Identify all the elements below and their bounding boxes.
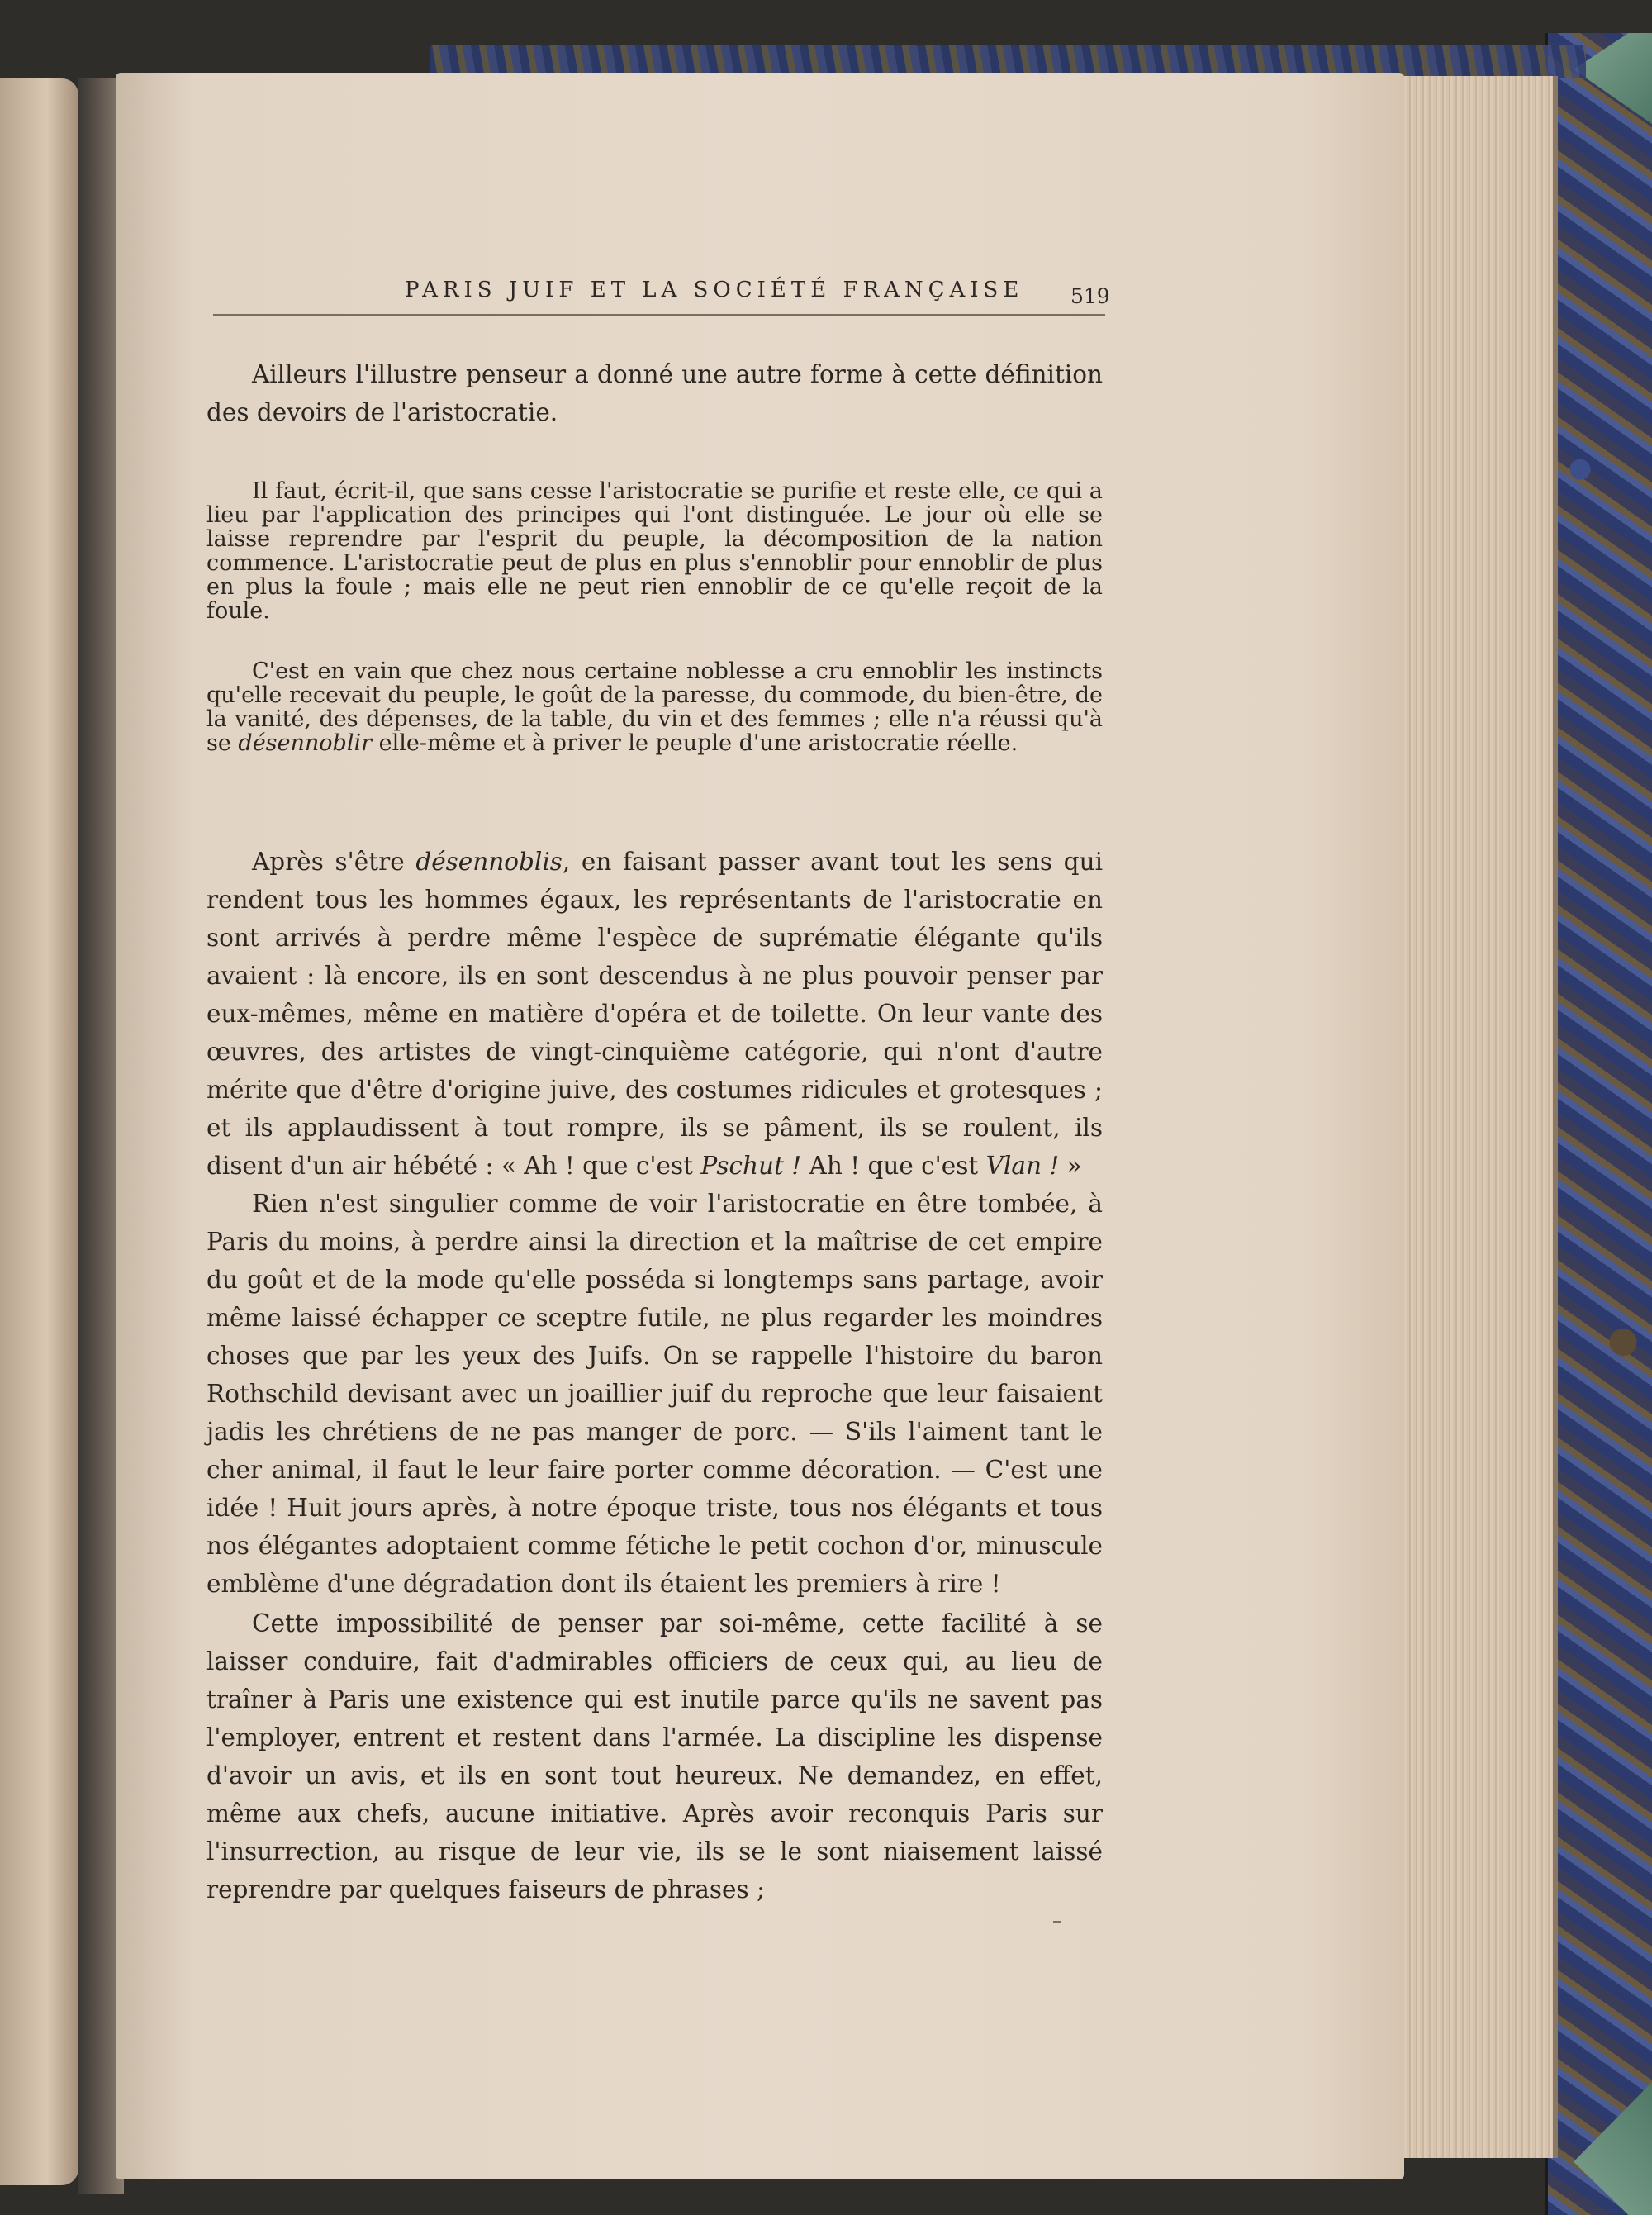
p2-text-a: Après s'être xyxy=(252,848,416,876)
quote-2-emphasis: désennoblir xyxy=(238,730,373,756)
quote-2-text-b: elle-même et à priver le peuple d'une aristocratie réelle. xyxy=(372,730,1018,756)
page-mark xyxy=(1053,1921,1061,1923)
paragraph-armee: Cette impossibilité de penser par soi-même, cette facilité à se laisser conduire, fait d'admirables officiers de ceux qui, au lieu de traîner à Paris une existence qui est inutile parce qu'ils ne savent pas l'employer, entrent et restent dans l'armée. La discipline les dispense d'avoir un avis, et ils en sont tout heureux. Ne demandez, en effet, même aux chefs, aucune initiative. Après avoir reconquis Paris sur l'insurrection, au risque de leur vie, ils se le sont niaisement laissé reprendre par quelques faiseurs de phrases ; xyxy=(206,1609,1103,1904)
quote-paragraph-1: Il faut, écrit-il, que sans cesse l'aristocratie se purifie et reste elle, ce qui a lieu par l'application des principes qui l'ont distinguée. Le jour où elle se laisse reprendre par l'esprit du peuple, la décomposition de la nation commence. L'aristocratie peut de plus en plus s'ennoblir pour ennoblir de plus en plus la foule ; mais elle ne peut rien ennoblir de ce qu'elle reçoit de la foule. xyxy=(206,478,1103,624)
quote-2-text-a: C'est en vain que chez nous certaine noblesse a cru ennoblir les instincts qu'elle recevait du peuple, le goût de la paresse, du commode, du bien-être, de la vanité, des dépenses, de la table, du vin et des femmes ; elle n'a réussi qu'à se xyxy=(206,658,1103,756)
p2-text-c: Ah ! que c'est xyxy=(801,1152,986,1180)
page-number: 519 xyxy=(1070,284,1110,308)
header-rule xyxy=(213,314,1105,316)
paragraph-desennoblis xyxy=(206,843,1103,1185)
running-title: PARIS JUIF ET LA SOCIÉTÉ FRANÇAISE xyxy=(405,278,1024,302)
p2-emphasis-1: désennoblis xyxy=(415,848,563,876)
paragraph-rothschild: Rien n'est singulier comme de voir l'aristocratie en être tombée, à Paris du moins, à perdre ainsi la direction et la maîtrise de cet empire du goût et de la mode qu'elle posséda si longtemps sans partage, avoir même laissé échapper ce sceptre futile, ne plus regarder les moindres choses que par les yeux des Juifs. On se rappelle l'histoire du baron Rothschild devisant avec un joaillier juif du reproche que leur faisaient jadis les chrétiens de ne pas manger de porc. — S'ils l'aiment tant le cher animal, il faut le leur faire porter comme décoration. — C'est une idée ! Huit jours après, à notre époque triste, tous nos élégants et tous nos élégantes adoptaient comme fétiche le petit cochon d'or, minuscule emblème d'une dégradation dont ils étaient les premiers à rire ! xyxy=(206,1190,1103,1598)
p2-text-b: , en faisant passer avant tout les sens qui rendent tous les hommes égaux, les représentants de l'aristocratie en sont arrivés à perdre même l'espèce de suprématie élégante qu'ils avaient : là encore, ils en sont descendus à ne plus pouvoir penser par eux-mêmes, même en matière d'opéra et de toilette. On leur vante des œuvres, des artistes de vingt-cinquième catégorie, qui n'ont d'autre mérite que d'être d'origine juive, des costumes ridicules et grotesques ; et ils applaudissent à tout rompre, ils se pâment, ils se roulent, ils disent d'un air hébété : « Ah ! que c'est xyxy=(206,848,1104,1180)
paragraph-intro: Ailleurs l'illustre penseur a donné une autre forme à cette définition des devoirs de l'aristocratie. xyxy=(206,360,1103,426)
left-page-edge xyxy=(0,78,78,2185)
quote-paragraph-2 xyxy=(206,659,1103,755)
page-edges-stack xyxy=(1400,76,1558,2158)
marbled-cover xyxy=(1545,33,1652,2215)
p2-emphasis-3: Vlan ! xyxy=(985,1152,1060,1180)
p2-emphasis-2: Pschut ! xyxy=(700,1152,802,1180)
p2-text-d: » xyxy=(1059,1152,1082,1180)
